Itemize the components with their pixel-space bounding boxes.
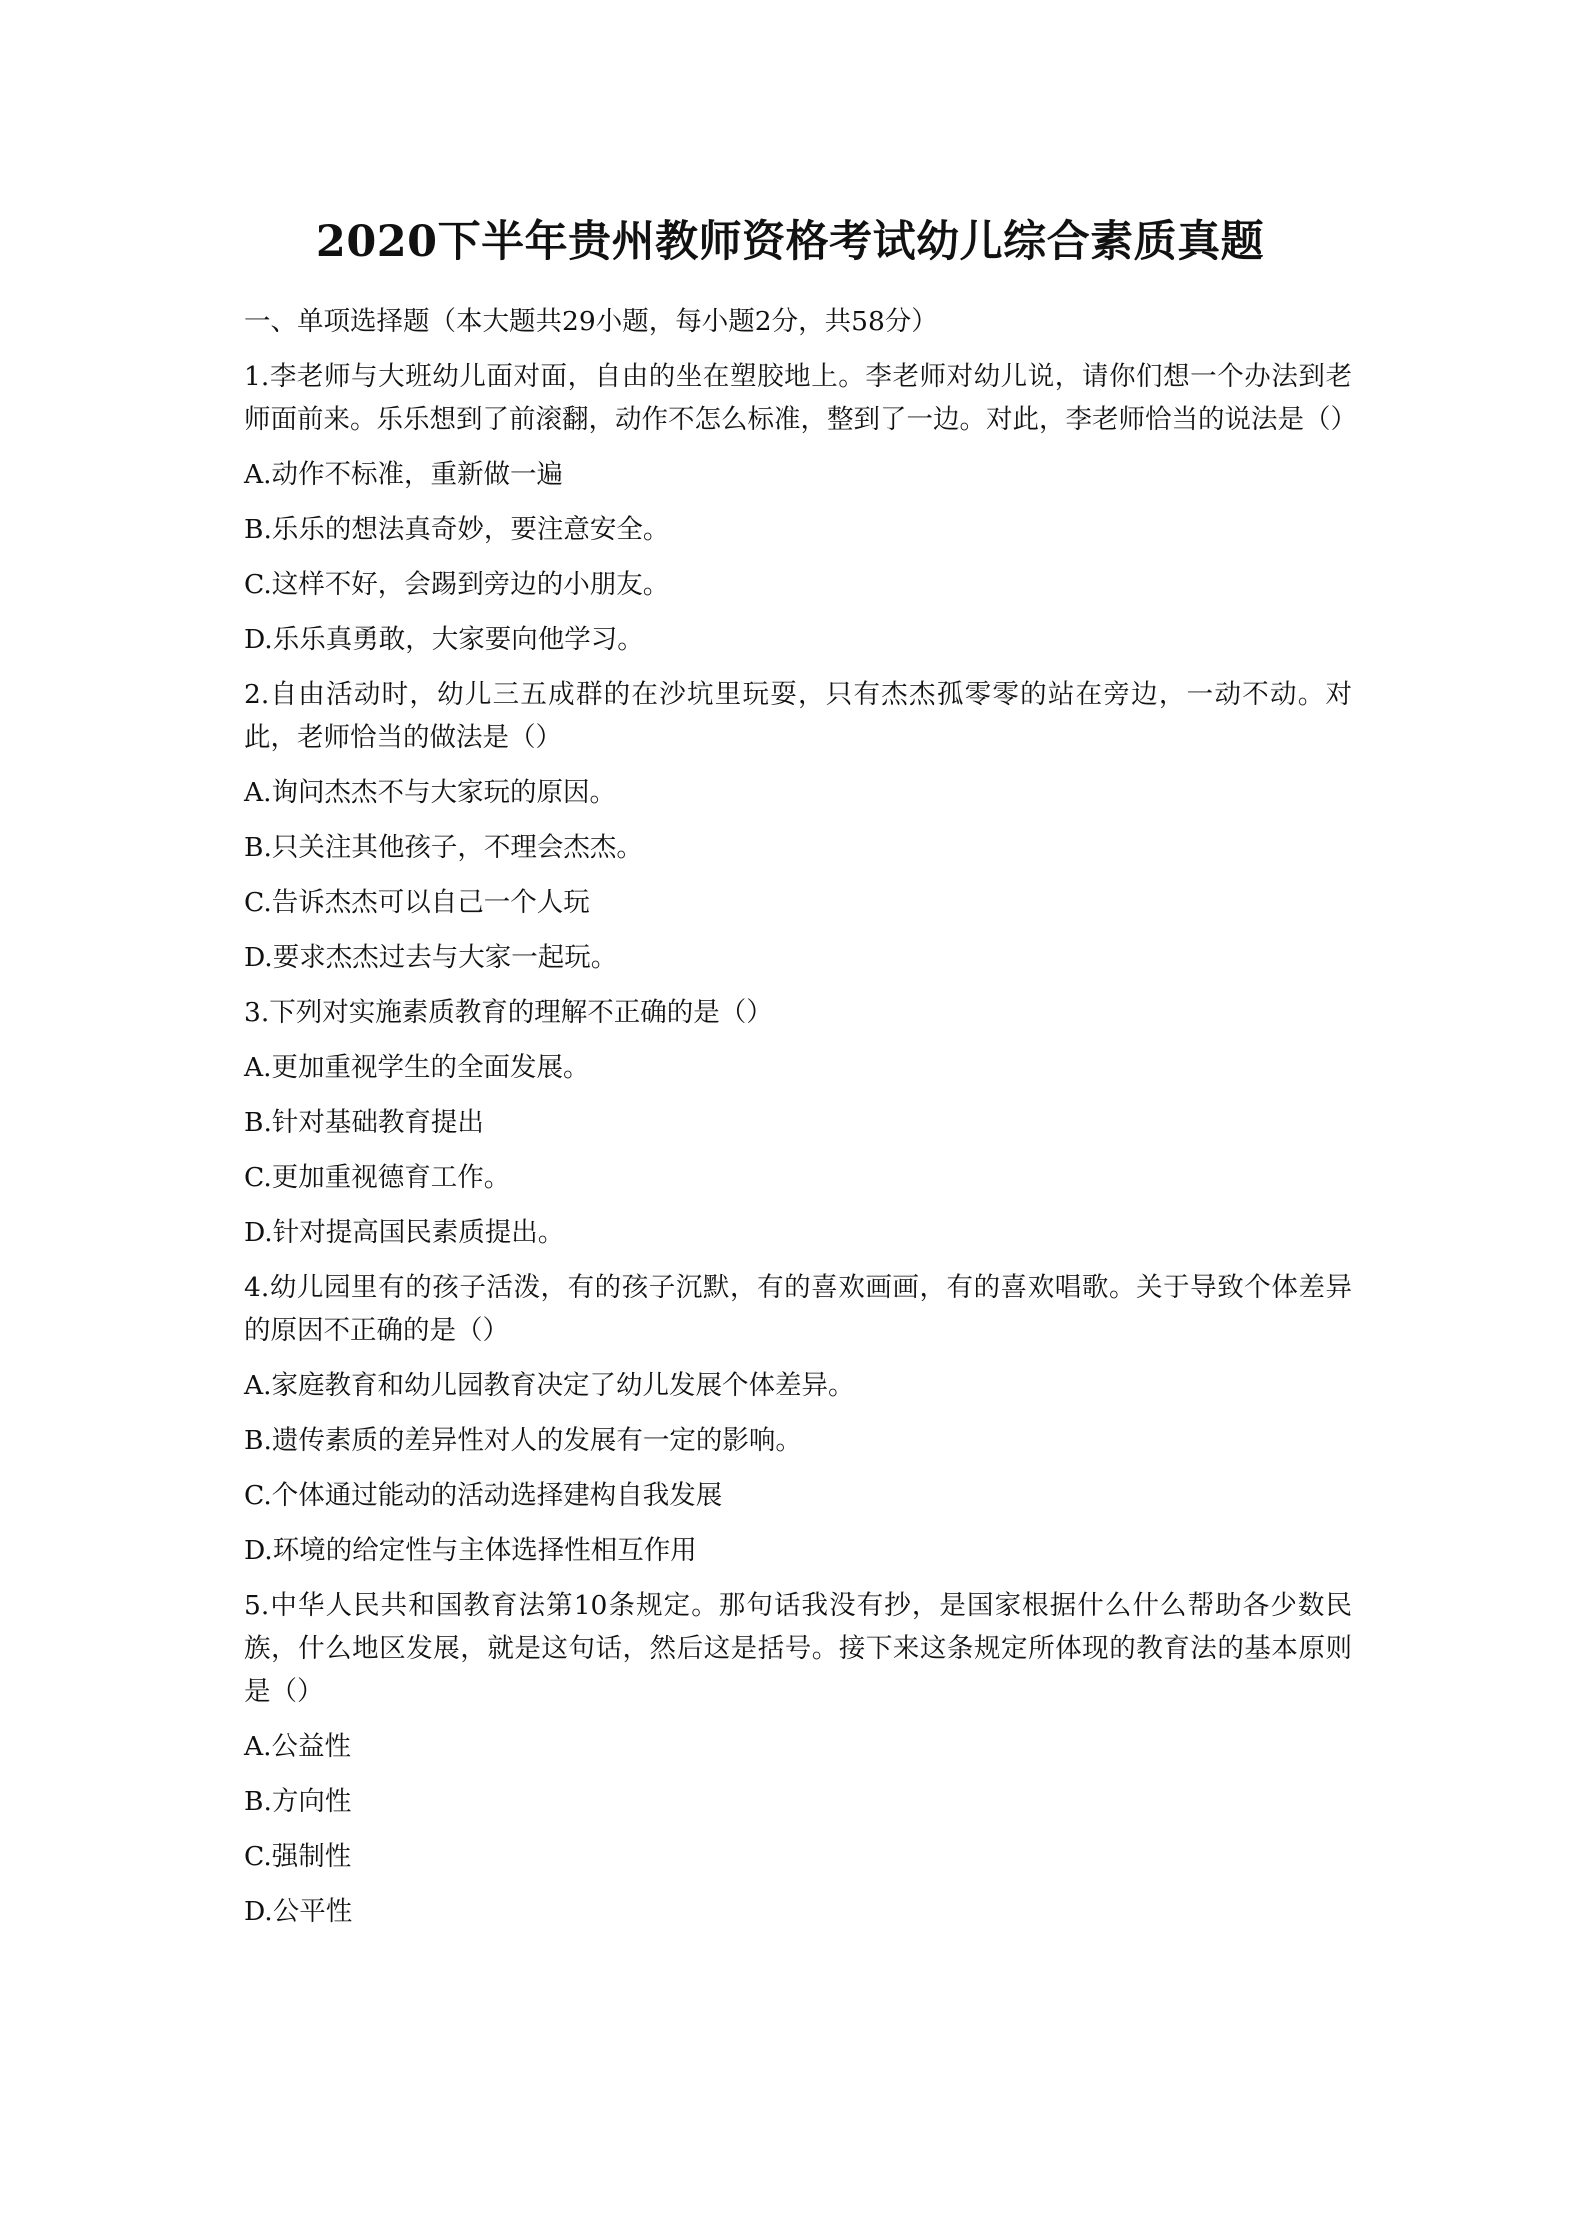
option-a: A.家庭教育和幼儿园教育决定了幼儿发展个体差异。 bbox=[244, 1370, 855, 1401]
option-a: A.询问杰杰不与大家玩的原因。 bbox=[244, 777, 617, 808]
question-5 bbox=[244, 1584, 1352, 1933]
question-text: 4.幼儿园里有的孩子活泼，有的孩子沉默，有的喜欢画画，有的喜欢唱歌。关于导致个体差异的原因不正确的是（） bbox=[244, 1272, 1352, 1346]
option-d: D.针对提高国民素质提出。 bbox=[244, 1217, 565, 1248]
option-d: D.公平性 bbox=[244, 1896, 353, 1927]
option-c: C.这样不好，会踢到旁边的小朋友。 bbox=[244, 569, 670, 600]
option-b: B.只关注其他孩子，不理会杰杰。 bbox=[244, 832, 643, 863]
question-3 bbox=[244, 991, 1352, 1254]
question-text: 3.下列对实施素质教育的理解不正确的是（） bbox=[244, 997, 773, 1028]
question-1 bbox=[244, 355, 1357, 661]
option-d: D.乐乐真勇敢，大家要向他学习。 bbox=[244, 624, 644, 655]
option-d: D.要求杰杰过去与大家一起玩。 bbox=[244, 942, 618, 973]
question-text: 5.中华人民共和国教育法第10条规定。那句话我没有抄，是国家根据什么什么帮助各少数民族，什么地区发展，就是这句话，然后这是括号。接下来这条规定所体现的教育法的基本原则是（） bbox=[244, 1590, 1352, 1707]
option-c: C.个体通过能动的活动选择建构自我发展 bbox=[244, 1480, 723, 1511]
question-4 bbox=[244, 1266, 1352, 1572]
option-a: A.更加重视学生的全面发展。 bbox=[244, 1052, 590, 1083]
option-c: C.强制性 bbox=[244, 1841, 352, 1872]
option-d: D.环境的给定性与主体选择性相互作用 bbox=[244, 1535, 697, 1566]
option-c: C.告诉杰杰可以自己一个人玩 bbox=[244, 887, 590, 918]
option-b: B.针对基础教育提出 bbox=[244, 1107, 484, 1138]
question-2 bbox=[244, 673, 1352, 979]
option-b: B.方向性 bbox=[244, 1786, 352, 1817]
document-title: 2020下半年贵州教师资格考试幼儿综合素质真题 bbox=[315, 217, 1265, 267]
question-text: 2.自由活动时，幼儿三五成群的在沙坑里玩耍，只有杰杰孤零零的站在旁边，一动不动。对此，老师恰当的做法是（） bbox=[244, 679, 1352, 753]
option-a: A.公益性 bbox=[244, 1731, 352, 1762]
document-body bbox=[244, 300, 1357, 1945]
question-text: 1.李老师与大班幼儿面对面，自由的坐在塑胶地上。李老师对幼儿说，请你们想一个办法到老师面前来。乐乐想到了前滚翻，动作不怎么标准，整到了一边。对此，李老师恰当的说法是（） bbox=[244, 361, 1357, 435]
option-b: B.遗传素质的差异性对人的发展有一定的影响。 bbox=[244, 1425, 802, 1456]
option-b: B.乐乐的想法真奇妙，要注意安全。 bbox=[244, 514, 670, 545]
section-heading: 一、单项选择题（本大题共29小题，每小题2分，共58分） bbox=[244, 306, 938, 337]
option-c: C.更加重视德育工作。 bbox=[244, 1162, 511, 1193]
option-a: A.动作不标准，重新做一遍 bbox=[244, 459, 564, 490]
